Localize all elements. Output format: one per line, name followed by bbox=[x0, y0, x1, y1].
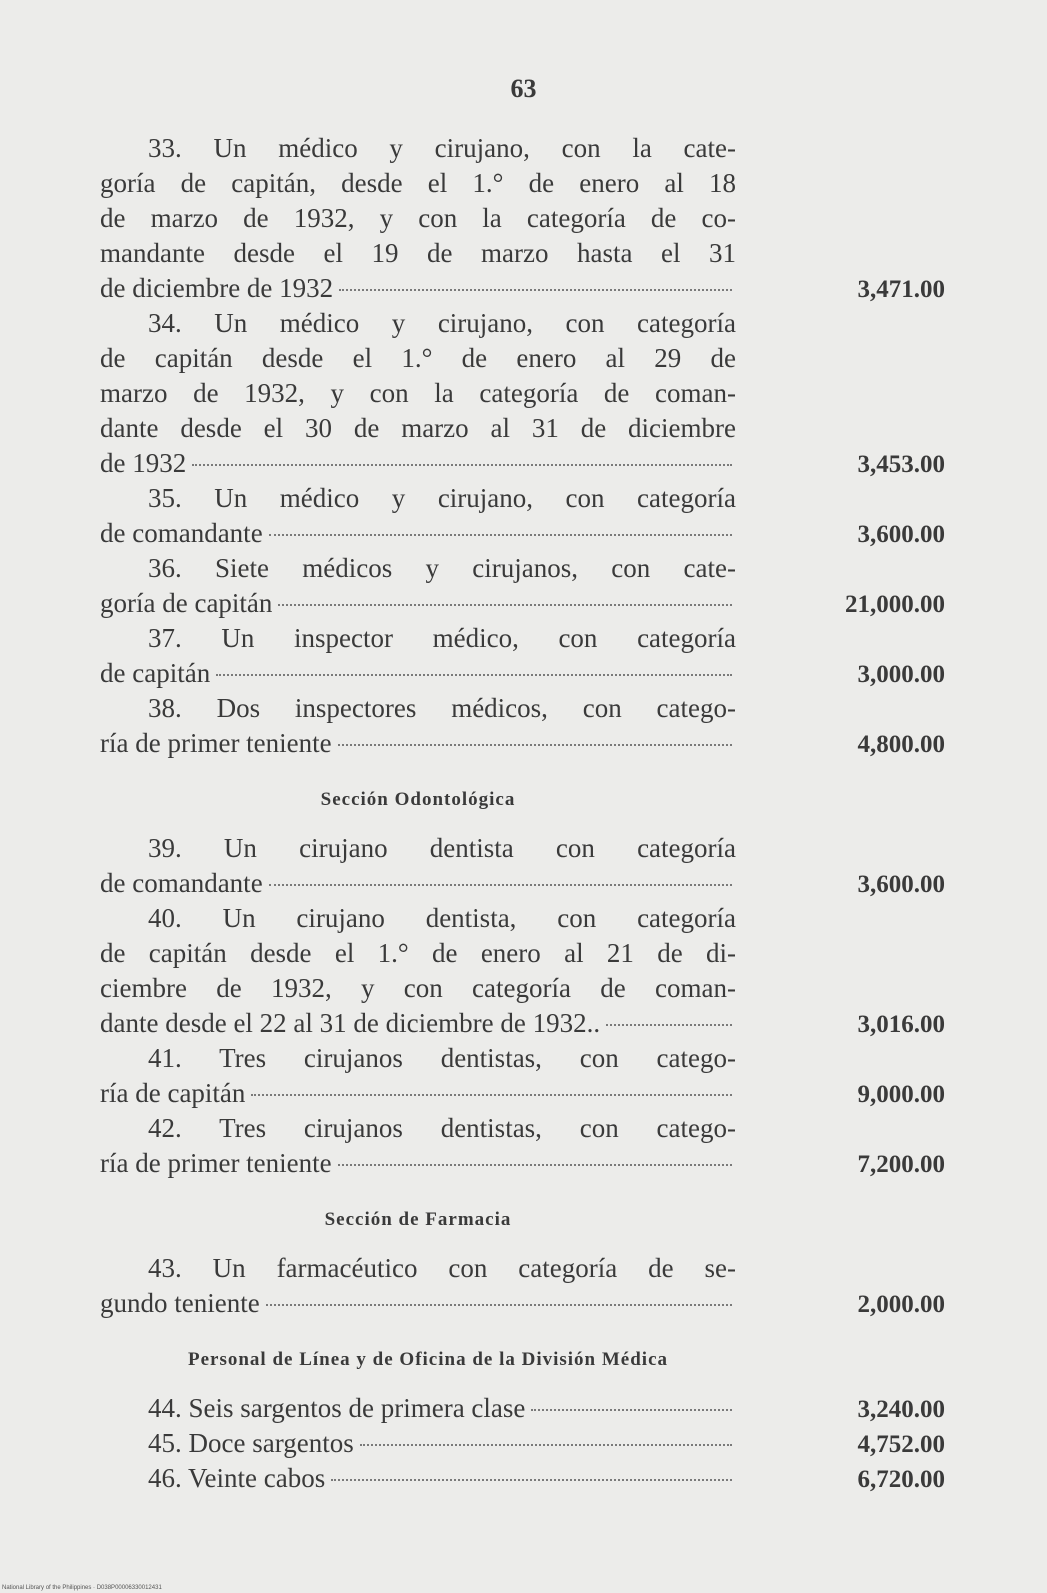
budget-entry bbox=[100, 1251, 945, 1321]
entry-line: 36. Siete médicos y cirujanos, con cate- bbox=[148, 553, 736, 583]
budget-entry bbox=[100, 551, 945, 621]
entry-amount: 9,000.00 bbox=[857, 1081, 945, 1108]
budget-entry bbox=[100, 306, 945, 481]
entry-final-line bbox=[100, 271, 945, 306]
entry-final-line bbox=[100, 1391, 945, 1426]
entry-line: 40. Un cirujano dentista, con categoría bbox=[148, 903, 736, 933]
entry-amount: 4,800.00 bbox=[857, 731, 945, 758]
entry-line: 46. Veinte cabos bbox=[148, 1463, 326, 1493]
entry-amount: 3,471.00 bbox=[857, 276, 945, 303]
entry-amount: 4,752.00 bbox=[857, 1431, 945, 1458]
page-content bbox=[100, 131, 945, 1496]
entry-line: 35. Un médico y cirujano, con categoría bbox=[148, 483, 736, 513]
entry-line: 33. Un médico y cirujano, con la cate- bbox=[148, 133, 736, 163]
entries-medical bbox=[100, 131, 945, 761]
budget-entry bbox=[100, 1426, 945, 1461]
budget-entry bbox=[100, 1041, 945, 1111]
dot-leader bbox=[278, 604, 732, 606]
section-heading-personal: Personal de Línea y de Oficina de la División Médica bbox=[188, 1349, 669, 1370]
budget-entry bbox=[100, 831, 945, 901]
budget-entry bbox=[100, 691, 945, 761]
dot-leader bbox=[269, 884, 732, 886]
entry-final-line bbox=[100, 586, 945, 621]
entry-line: gundo teniente bbox=[100, 1288, 260, 1318]
budget-entry bbox=[100, 131, 945, 306]
budget-entry bbox=[100, 1461, 945, 1496]
entry-line: ría de capitán bbox=[100, 1078, 246, 1108]
entry-line: goría de capitán, desde el 1.° de enero al 18 bbox=[100, 168, 736, 198]
entries-farmacia bbox=[100, 1251, 945, 1321]
budget-entry bbox=[100, 1111, 945, 1181]
entry-final-line bbox=[100, 446, 945, 481]
entry-line: dante desde el 30 de marzo al 31 de diciembre bbox=[100, 413, 736, 443]
footer-credit: National Library of the Philippines · D038P00006330012431 bbox=[2, 1585, 162, 1591]
entry-line: 34. Un médico y cirujano, con categoría bbox=[148, 308, 736, 338]
entry-line: de comandante bbox=[100, 868, 263, 898]
entry-line: ría de primer teniente bbox=[100, 728, 332, 758]
entry-line: de capitán desde el 1.° de enero al 29 de bbox=[100, 343, 736, 373]
section-heading-farmacia: Sección de Farmacia bbox=[324, 1209, 512, 1230]
dot-leader bbox=[360, 1444, 732, 1446]
dot-leader bbox=[216, 674, 732, 676]
entry-final-line bbox=[100, 656, 945, 691]
entry-final-line bbox=[100, 1461, 945, 1496]
entry-line: marzo de 1932, y con la categoría de coman- bbox=[100, 378, 736, 408]
entry-line: 41. Tres cirujanos dentistas, con catego- bbox=[148, 1043, 736, 1073]
dot-leader bbox=[266, 1304, 732, 1306]
entry-line: goría de capitán bbox=[100, 588, 273, 618]
entry-amount: 2,000.00 bbox=[857, 1291, 945, 1318]
dot-leader bbox=[251, 1094, 732, 1096]
dot-leader bbox=[192, 464, 732, 466]
entries-odontologica bbox=[100, 831, 945, 1181]
entry-line: de comandante bbox=[100, 518, 263, 548]
entry-final-line bbox=[100, 1146, 945, 1181]
dot-leader bbox=[338, 1164, 732, 1166]
dot-leader bbox=[339, 289, 732, 291]
entry-amount: 7,200.00 bbox=[857, 1151, 945, 1178]
entry-line: 38. Dos inspectores médicos, con catego- bbox=[148, 693, 736, 723]
entry-line: ciembre de 1932, y con categoría de coman- bbox=[100, 973, 736, 1003]
entry-amount: 3,016.00 bbox=[857, 1011, 945, 1038]
entry-amount: 3,600.00 bbox=[857, 871, 945, 898]
entry-line: 44. Seis sargentos de primera clase bbox=[148, 1393, 526, 1423]
entry-final-line bbox=[100, 866, 945, 901]
entry-line: mandante desde el 19 de marzo hasta el 31 bbox=[100, 238, 736, 268]
dot-leader bbox=[531, 1409, 732, 1411]
dot-leader bbox=[269, 534, 732, 536]
entry-line: 43. Un farmacéutico con categoría de se- bbox=[148, 1253, 736, 1283]
section-heading-odontologica: Sección Odontológica bbox=[320, 789, 516, 810]
entry-line: de capitán bbox=[100, 658, 211, 688]
entry-line: de diciembre de 1932 bbox=[100, 273, 334, 303]
entry-line: de marzo de 1932, y con la categoría de co- bbox=[100, 203, 736, 233]
entry-amount: 6,720.00 bbox=[857, 1466, 945, 1493]
entry-line: de 1932 bbox=[100, 448, 187, 478]
entry-amount: 3,240.00 bbox=[857, 1396, 945, 1423]
entry-line: 37. Un inspector médico, con categoría bbox=[148, 623, 736, 653]
budget-entry bbox=[100, 621, 945, 691]
entry-amount: 3,453.00 bbox=[857, 451, 945, 478]
entry-line: 45. Doce sargentos bbox=[148, 1428, 354, 1458]
budget-entry bbox=[100, 1391, 945, 1426]
entry-line: ría de primer teniente bbox=[100, 1148, 332, 1178]
entry-line: dante desde el 22 al 31 de diciembre de 1932.. bbox=[100, 1008, 601, 1038]
dot-leader bbox=[606, 1024, 732, 1026]
entry-final-line bbox=[100, 1426, 945, 1461]
entry-line: de capitán desde el 1.° de enero al 21 de di- bbox=[100, 938, 736, 968]
entry-final-line bbox=[100, 1006, 945, 1041]
dot-leader bbox=[331, 1479, 732, 1481]
budget-entry bbox=[100, 901, 945, 1041]
entry-final-line bbox=[100, 726, 945, 761]
page-number: 63 bbox=[510, 74, 537, 103]
entry-final-line bbox=[100, 1286, 945, 1321]
entry-line: 39. Un cirujano dentista con categoría bbox=[148, 833, 736, 863]
entry-amount: 21,000.00 bbox=[845, 591, 945, 618]
entry-amount: 3,600.00 bbox=[857, 521, 945, 548]
entry-line: 42. Tres cirujanos dentistas, con catego- bbox=[148, 1113, 736, 1143]
entry-final-line bbox=[100, 1076, 945, 1111]
dot-leader bbox=[338, 744, 732, 746]
entries-personal bbox=[100, 1391, 945, 1496]
entry-amount: 3,000.00 bbox=[857, 661, 945, 688]
budget-entry bbox=[100, 481, 945, 551]
entry-final-line bbox=[100, 516, 945, 551]
